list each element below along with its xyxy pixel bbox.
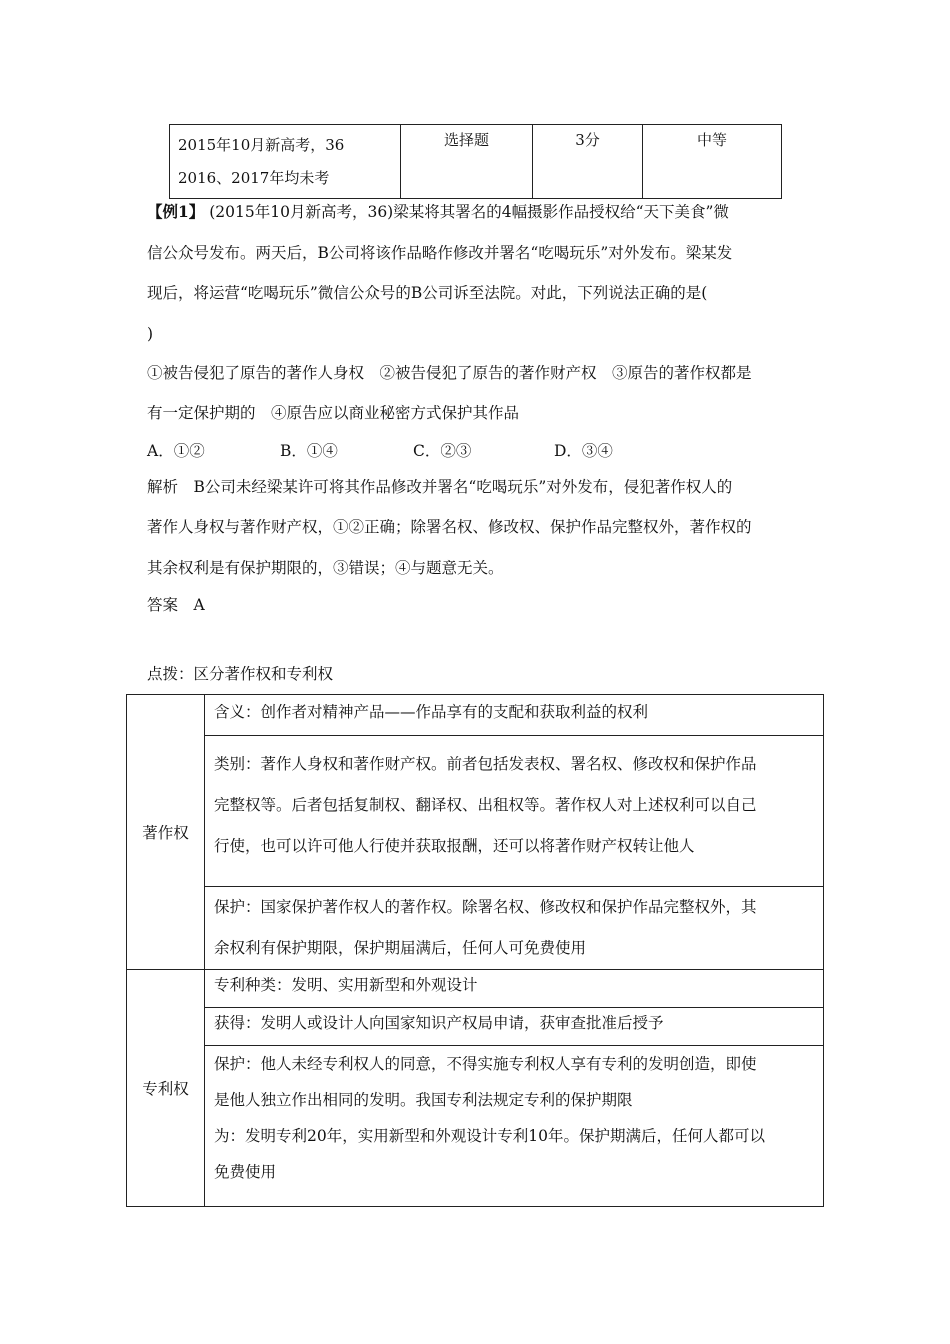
- difficulty-cell: 中等: [643, 125, 782, 199]
- exam-info-table: [169, 124, 782, 199]
- statement-line-1: ①被告侵犯了原告的著作人身权 ②被告侵犯了原告的著作财产权 ③原告的著作权都是: [147, 364, 752, 382]
- option-d: D．③④: [554, 442, 613, 460]
- copyright-meaning-cell: [205, 695, 824, 736]
- copyright-category-line-3: 行使，也可以许可他人行使并获取报酬，还可以将著作财产权转让他人: [214, 837, 695, 855]
- patent-header: 专利权: [127, 970, 205, 1207]
- patent-types: 专利种类：发明、实用新型和外观设计: [214, 976, 478, 994]
- analysis-line-1: 解析 B公司未经梁某许可将其作品修改并署名“吃喝玩乐”对外发布，侵犯著作权人的: [147, 478, 733, 496]
- score-cell: 3分: [533, 125, 643, 199]
- patent-protection-line-2: 是他人独立作出相同的发明。我国专利法规定专利的保护期限: [214, 1091, 633, 1109]
- example-line-3: 现后，将运营“吃喝玩乐”微信公众号的B公司诉至法院。对此，下列说法正确的是(: [147, 284, 708, 302]
- example-line-1: [147, 201, 729, 223]
- exam-source-line2: 2016、2017年均未考: [178, 169, 330, 187]
- copyright-category-line-1: 类别：著作人身权和著作财产权。前者包括发表权、署名权、修改权和保护作品: [214, 755, 757, 773]
- exam-source-line1: 2015年10月新高考，36: [178, 136, 345, 154]
- patent-protection-line-4: 免费使用: [214, 1163, 277, 1181]
- example-label: 【例1】: [147, 202, 205, 221]
- tip-title: 点拨：区分著作权和专利权: [147, 665, 334, 683]
- patent-protection-line-3: 为：发明专利20年，实用新型和外观设计专利10年。保护期满后，任何人都可以: [214, 1127, 765, 1145]
- patent-protection-cell: [205, 1046, 824, 1207]
- example-text-1: (2015年10月新高考，36)梁某将其署名的4幅摄影作品授权给“天下美食”微: [209, 203, 729, 221]
- option-b: B．①④: [280, 442, 338, 460]
- copyright-category-line-2: 完整权等。后者包括复制权、翻译权、出租权等。著作权人对上述权利可以自己: [214, 796, 757, 814]
- statement-line-2: 有一定保护期的 ④原告应以商业秘密方式保护其作品: [147, 404, 520, 422]
- patent-protection-line-1: 保护：他人未经专利权人的同意，不得实施专利权人享有专利的发明创造，即使: [214, 1055, 757, 1073]
- copyright-header: 著作权: [127, 695, 205, 970]
- option-c: C．②③: [413, 442, 472, 460]
- copyright-protection-line-2: 余权利有保护期限，保护期届满后，任何人可免费使用: [214, 939, 587, 957]
- copyright-protection-cell: [205, 887, 824, 970]
- option-a: A．①②: [147, 442, 205, 460]
- copyright-meaning: 含义：创作者对精神产品——作品享有的支配和获取利益的权利: [214, 703, 649, 721]
- exam-source-cell: [170, 125, 401, 199]
- analysis-line-2: 著作人身权与著作财产权，①②正确；除署名权、修改权、保护作品完整权外，著作权的: [147, 518, 752, 536]
- patent-types-cell: [205, 970, 824, 1008]
- analysis-line-3: 其余权利是有保护期限的，③错误；④与题意无关。: [147, 559, 504, 577]
- patent-obtain: 获得：发明人或设计人向国家知识产权局申请，获审查批准后授予: [214, 1014, 664, 1032]
- copyright-protection-line-1: 保护：国家保护著作权人的著作权。除署名权、修改权和保护作品完整权外，其: [214, 898, 757, 916]
- copyright-category-cell: [205, 736, 824, 887]
- answer: 答案 A: [147, 596, 205, 614]
- comparison-table: [126, 694, 824, 1207]
- question-type-cell: 选择题: [401, 125, 533, 199]
- patent-obtain-cell: [205, 1008, 824, 1046]
- example-line-2: 信公众号发布。两天后，B公司将该作品略作修改并署名“吃喝玩乐”对外发布。梁某发: [147, 244, 733, 262]
- example-line-4: ): [147, 325, 154, 343]
- options-row: [147, 440, 613, 462]
